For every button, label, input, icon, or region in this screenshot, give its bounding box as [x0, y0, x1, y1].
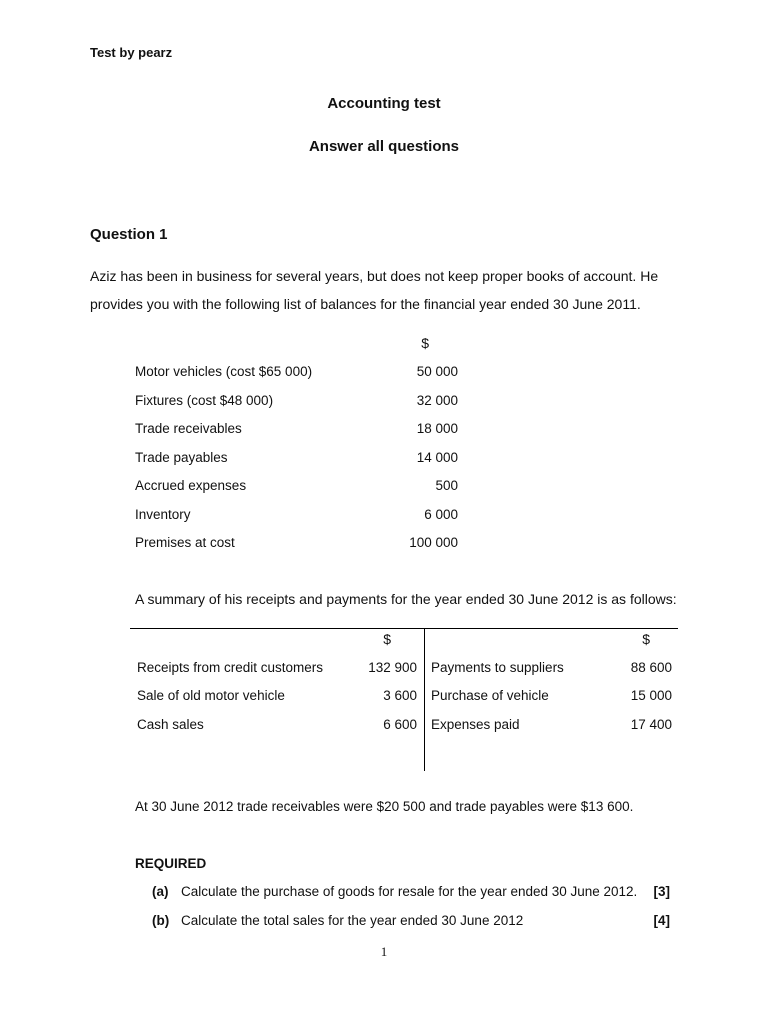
part-text: Calculate the purchase of goods for resale for the year ended 30 June 2012. [181, 884, 638, 899]
intro-line-2: provides you with the following list of balances for the financial year ended 30 June 2011. [90, 296, 641, 312]
balance-label: Trade payables [135, 450, 228, 465]
payment-value: 88 600 [630, 660, 672, 675]
receipt-label: Receipts from credit customers [137, 660, 324, 675]
balance-value: 100 000 [409, 535, 458, 550]
part-marks: [3] [653, 884, 670, 899]
question-heading: Question 1 [90, 226, 168, 243]
receipt-value: 132 900 [368, 660, 417, 675]
balance-label: Motor vehicles (cost $65 000) [135, 364, 313, 379]
summary-intro: A summary of his receipts and payments for the year ended 30 June 2012 is as follows: [135, 591, 677, 607]
page-number: 1 [380, 944, 388, 959]
payment-label: Expenses paid [431, 717, 520, 732]
part-letter: (a) [152, 884, 169, 899]
receipts-currency-header: $ [383, 631, 391, 647]
balance-label: Premises at cost [135, 535, 235, 550]
balance-value: 14 000 [416, 450, 458, 465]
payment-label: Payments to suppliers [431, 660, 564, 675]
balance-value: 50 000 [416, 364, 458, 379]
part-text: Calculate the total sales for the year ended 30 June 2012 [181, 913, 524, 928]
receipt-value: 3 600 [383, 688, 417, 703]
balance-value: 32 000 [416, 393, 458, 408]
receipt-label: Cash sales [137, 717, 204, 732]
page-subtitle: Answer all questions [308, 138, 460, 155]
payments-currency-header: $ [642, 631, 650, 647]
balance-value: 500 [435, 478, 458, 493]
closing-note: At 30 June 2012 trade receivables were $20 500 and trade payables were $13 600. [135, 799, 634, 814]
receipt-label: Sale of old motor vehicle [137, 688, 285, 703]
intro-line-1: Aziz has been in business for several years, but does not keep proper books of account. He [90, 268, 659, 284]
payment-value: 17 400 [630, 717, 672, 732]
required-heading: REQUIRED [135, 856, 207, 871]
balance-value: 6 000 [424, 507, 458, 522]
t-account-top-rule [130, 628, 678, 629]
part-letter: (b) [152, 913, 170, 928]
receipt-value: 6 600 [383, 717, 417, 732]
payment-value: 15 000 [630, 688, 672, 703]
balances-currency-header: $ [421, 335, 429, 351]
page-title: Accounting test [327, 95, 441, 112]
balance-label: Accrued expenses [135, 478, 247, 493]
balance-label: Trade receivables [135, 421, 242, 436]
balance-label: Fixtures (cost $48 000) [135, 393, 274, 408]
balance-value: 18 000 [416, 421, 458, 436]
part-marks: [4] [653, 913, 670, 928]
document-header: Test by pearz [90, 45, 173, 60]
t-account-divider [424, 629, 425, 771]
balance-label: Inventory [135, 507, 191, 522]
payment-label: Purchase of vehicle [431, 688, 549, 703]
